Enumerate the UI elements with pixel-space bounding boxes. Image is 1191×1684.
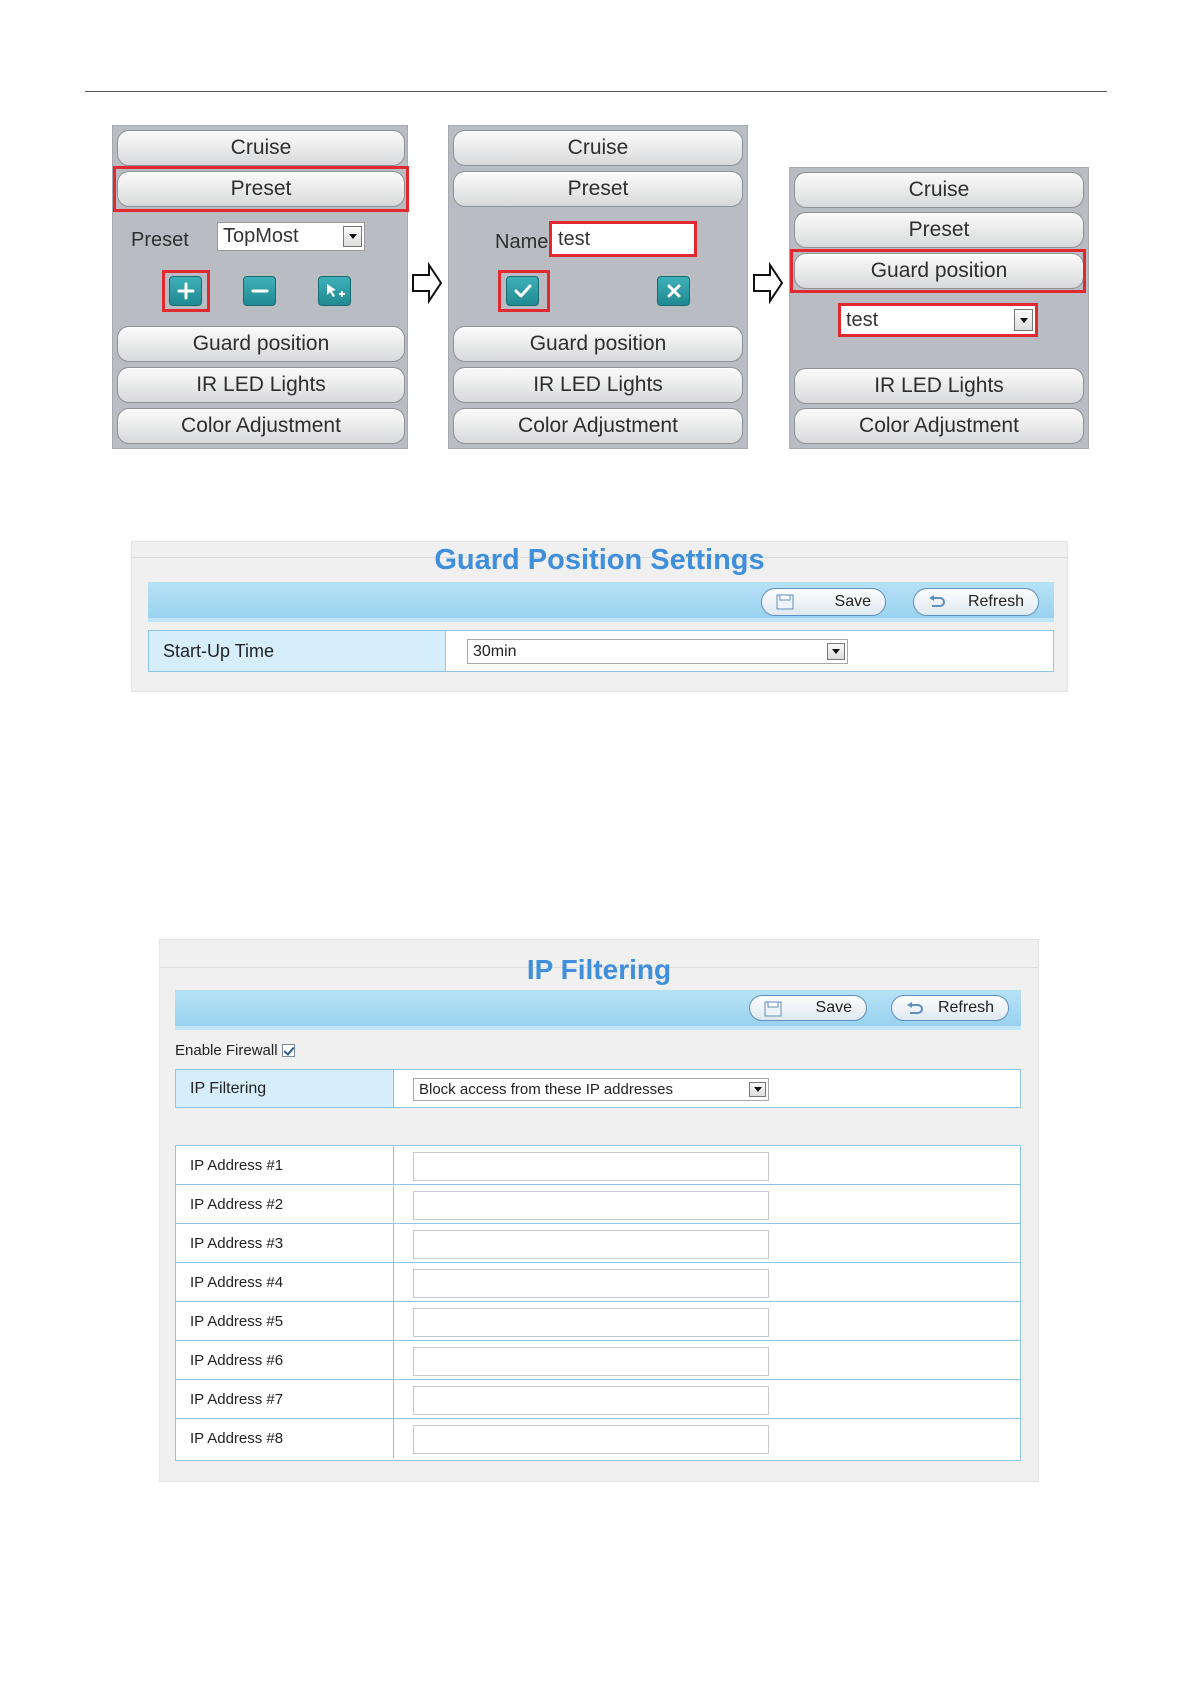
goto-preset-button[interactable]	[318, 276, 351, 306]
ip-address-label: IP Address #6	[176, 1341, 394, 1379]
guard-preset-select-value: test	[846, 308, 879, 331]
preset-label: Preset	[131, 229, 189, 251]
guard-position-button[interactable]: Guard position	[117, 326, 405, 362]
save-label: Save	[834, 593, 871, 610]
ptz-panel-add-preset	[448, 125, 748, 449]
ip-address-label: IP Address #4	[176, 1263, 394, 1301]
table-row	[176, 1263, 1020, 1302]
page-title: Guard Position Settings	[434, 544, 765, 576]
save-label: Save	[815, 999, 852, 1016]
ptz-panel-preset-list	[112, 125, 408, 449]
guard-position-button[interactable]: Guard position	[794, 253, 1084, 289]
refresh-icon	[928, 594, 946, 610]
dropdown-arrow-icon[interactable]	[749, 1082, 766, 1097]
ir-led-lights-button[interactable]: IR LED Lights	[117, 367, 405, 403]
refresh-button[interactable]	[913, 588, 1039, 616]
startup-time-label: Start-Up Time	[149, 631, 446, 671]
save-icon	[776, 594, 794, 610]
name-label: Name	[495, 231, 549, 253]
refresh-icon	[906, 1001, 924, 1017]
ip-address-label: IP Address #5	[176, 1302, 394, 1340]
table-row	[176, 1146, 1020, 1185]
toolbar	[175, 990, 1021, 1030]
guard-preset-select[interactable]	[838, 303, 1038, 337]
color-adjustment-button[interactable]: Color Adjustment	[794, 408, 1084, 444]
table-row	[176, 1302, 1020, 1341]
cancel-button[interactable]	[657, 276, 690, 306]
color-adjustment-button[interactable]: Color Adjustment	[453, 408, 743, 444]
ir-led-lights-button[interactable]: IR LED Lights	[794, 368, 1084, 404]
ir-led-lights-button[interactable]: IR LED Lights	[453, 367, 743, 403]
ptz-panel-guard-position	[789, 167, 1089, 449]
ip-address-7-input[interactable]	[413, 1386, 769, 1415]
guard-position-settings-panel	[131, 541, 1068, 692]
remove-preset-button[interactable]	[243, 276, 276, 306]
ip-address-label: IP Address #7	[176, 1380, 394, 1418]
cancel-icon	[666, 283, 682, 299]
ip-filtering-select-value: Block access from these IP addresses	[419, 1081, 674, 1098]
enable-firewall-row	[175, 1042, 295, 1059]
ip-address-label: IP Address #1	[176, 1146, 394, 1184]
ip-address-1-input[interactable]	[413, 1152, 769, 1181]
table-row	[176, 1341, 1020, 1380]
ip-address-4-input[interactable]	[413, 1269, 769, 1298]
table-row	[176, 1380, 1020, 1419]
ip-address-3-input[interactable]	[413, 1230, 769, 1259]
ip-address-6-input[interactable]	[413, 1347, 769, 1376]
guard-position-button-highlight	[790, 249, 1086, 293]
cruise-button[interactable]: Cruise	[117, 130, 405, 166]
save-button[interactable]	[761, 588, 886, 616]
table-row	[176, 1419, 1020, 1458]
startup-time-select[interactable]	[467, 639, 848, 664]
enable-firewall-checkbox[interactable]	[282, 1044, 295, 1057]
dropdown-arrow-icon[interactable]	[827, 643, 845, 660]
preset-select[interactable]	[217, 222, 365, 251]
ip-filtering-select[interactable]	[413, 1078, 769, 1101]
ip-filtering-label: IP Filtering	[176, 1070, 394, 1107]
ip-address-label: IP Address #3	[176, 1224, 394, 1262]
ip-address-5-input[interactable]	[413, 1308, 769, 1337]
guard-position-button[interactable]: Guard position	[453, 326, 743, 362]
ip-address-label: IP Address #2	[176, 1185, 394, 1223]
ip-address-table	[175, 1145, 1021, 1461]
dropdown-arrow-icon[interactable]	[343, 226, 362, 247]
preset-name-input[interactable]: test	[549, 221, 697, 257]
preset-button[interactable]: Preset	[453, 171, 743, 207]
arrow-right-icon	[752, 262, 784, 304]
enable-firewall-label: Enable Firewall	[175, 1042, 278, 1059]
preset-button[interactable]: Preset	[794, 212, 1084, 248]
page-top-rule	[85, 91, 1107, 92]
refresh-label: Refresh	[967, 593, 1024, 610]
table-row	[176, 1224, 1020, 1263]
page-title: IP Filtering	[526, 954, 672, 985]
confirm-button[interactable]	[506, 276, 539, 306]
ip-filtering-mode-table	[175, 1069, 1021, 1108]
table-row	[176, 1185, 1020, 1224]
startup-time-row	[149, 631, 1053, 671]
goto-preset-icon	[324, 282, 346, 300]
ip-filtering-mode-row	[176, 1070, 1020, 1107]
startup-time-table	[148, 630, 1054, 672]
cruise-button[interactable]: Cruise	[453, 130, 743, 166]
ip-filtering-panel	[159, 939, 1039, 1482]
refresh-button[interactable]	[891, 995, 1009, 1021]
dropdown-arrow-icon[interactable]	[1014, 309, 1033, 331]
refresh-label: Refresh	[937, 999, 994, 1016]
ip-address-8-input[interactable]	[413, 1425, 769, 1454]
confirm-icon	[514, 283, 532, 299]
remove-icon	[251, 282, 269, 300]
add-preset-button[interactable]	[169, 276, 202, 306]
arrow-right-icon	[411, 262, 443, 304]
add-icon	[177, 282, 195, 300]
preset-button-highlight	[113, 166, 409, 212]
cruise-button[interactable]: Cruise	[794, 172, 1084, 208]
preset-select-value: TopMost	[223, 225, 299, 247]
ip-address-label: IP Address #8	[176, 1419, 394, 1458]
startup-time-select-value: 30min	[473, 642, 517, 660]
toolbar	[148, 582, 1054, 622]
color-adjustment-button[interactable]: Color Adjustment	[117, 408, 405, 444]
ip-address-2-input[interactable]	[413, 1191, 769, 1220]
preset-button[interactable]: Preset	[117, 171, 405, 207]
save-icon	[764, 1001, 782, 1017]
save-button[interactable]	[749, 995, 867, 1021]
